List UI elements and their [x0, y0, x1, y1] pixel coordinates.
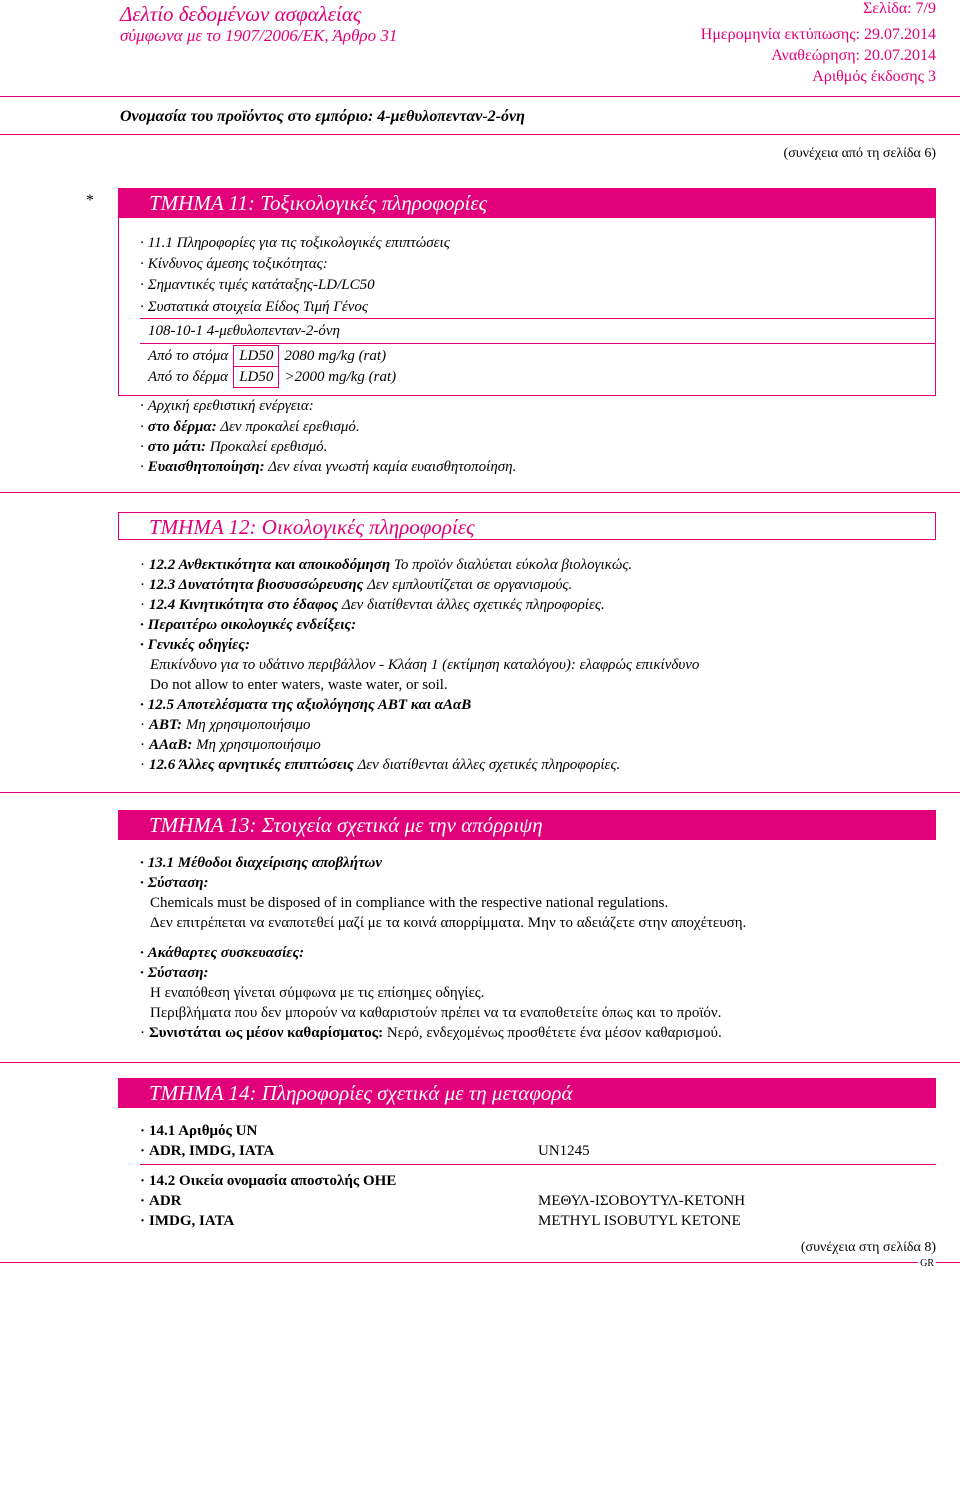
- s14-line-5-label: · IMDG, IATA: [140, 1213, 235, 1229]
- s12-line-8: · 12.5 Αποτελέσματα της αξιολόγησης ΑΒΤ και αΑαΒ: [140, 697, 472, 713]
- s11-table-rule-bottom: [140, 395, 936, 396]
- s12-line-11: · 12.6 Άλλες αρνητικές επιπτώσεις Δεν διατίθενται άλλες σχετικές πληροφορίες.: [140, 757, 621, 773]
- s12-line-10: · ΑΑαΒ: Μη χρησιμοποιήσιμο: [140, 737, 321, 753]
- table-row: [148, 367, 401, 388]
- s11-sensitisation: · Ευαισθητοποίηση: Δεν είναι γνωστή καμία ευαισθητοποίηση.: [140, 459, 517, 475]
- s14-line-4-value: ΜΕΘΥΛ-ΙΣΟΒΟΥΤΥΛ-ΚΕΤΟΝΗ: [538, 1193, 746, 1209]
- section-13-title: ΤΜΗΜΑ 13: Στοιχεία σχετικά με την απόρριψη: [149, 813, 543, 837]
- page-number: Σελίδα: 7/9: [863, 0, 936, 17]
- s14-line-3: · 14.2 Οικεία ονομασία αποστολής ΟΗΕ: [140, 1173, 397, 1189]
- s11-table-rule-top: [140, 318, 936, 319]
- ld-value: 2080 mg/kg (rat): [279, 346, 401, 367]
- print-date: Ημερομηνία εκτύπωσης: 29.07.2014: [700, 26, 936, 43]
- s13-line-1: · 13.1 Μέθοδοι διαχείρισης αποβλήτων: [140, 855, 383, 871]
- section-12-title: ΤΜΗΜΑ 12: Οικολογικές πληροφορίες: [149, 515, 475, 539]
- continued-to: (συνέχεια στη σελίδα 8): [800, 1240, 936, 1255]
- s14-line-2-value: UN1245: [538, 1143, 590, 1159]
- s12-line-5: · Γενικές οδηγίες:: [140, 637, 250, 653]
- s11-line-1: · 11.1 Πληροφορίες για τις τοξικολογικές επιπτώσεις: [140, 235, 450, 251]
- section-12-top-rule: [0, 492, 960, 493]
- section-12-header: [118, 512, 936, 540]
- s14-line-1: · 14.1 Αριθμός UN: [140, 1123, 258, 1139]
- ld50-table: [148, 345, 401, 388]
- s13-line-8: Περιβλήματα που δεν μπορούν να καθαριστούν πρέπει να τα εναποθετείτε όπως και το προϊόν.: [150, 1005, 722, 1021]
- s12-line-9: · ΑΒΤ: Μη χρησιμοποιήσιμο: [140, 717, 311, 733]
- section-13-header: [118, 810, 936, 840]
- product-divider: [0, 134, 960, 135]
- version-number: Αριθμός έκδοσης 3: [812, 68, 936, 85]
- s13-line-3: Chemicals must be disposed of in compliance with the respective national regulations.: [150, 895, 669, 911]
- regulation-subtitle: σύμφωνα με το 1907/2006/ΕΚ, Άρθρο 31: [120, 26, 398, 45]
- s12-line-1: · 12.2 Ανθεκτικότητα και αποικοδόμηση Το προϊόν διαλύεται εύκολα βιολογικώς.: [140, 557, 633, 573]
- revision-star: *: [86, 192, 94, 209]
- s12-line-3: · 12.4 Κινητικότητα στο έδαφος Δεν διατίθενται άλλες σχετικές πληροφορίες.: [140, 597, 605, 613]
- ld-value: >2000 mg/kg (rat): [279, 367, 401, 388]
- s14-line-5-value: METHYL ISOBUTYL KETONE: [538, 1213, 741, 1229]
- s13-line-7: Η εναπόθεση γίνεται σύμφωνα με τις επίσημες οδηγίες.: [150, 985, 485, 1001]
- country-code: GR: [920, 1258, 934, 1269]
- section-14-header: [118, 1078, 936, 1108]
- s12-line-4: · Περαιτέρω οικολογικές ενδείξεις:: [140, 617, 357, 633]
- footer-rule: [0, 1262, 960, 1263]
- table-row: [148, 346, 401, 367]
- s14-divider: [140, 1164, 936, 1165]
- s14-line-4-label: · ADR: [140, 1193, 182, 1209]
- revision-date: Αναθεώρηση: 20.07.2014: [771, 47, 936, 64]
- section-13-top-rule: [0, 792, 960, 793]
- s11-table-rule-mid: [140, 343, 936, 344]
- section-14-top-rule: [0, 1062, 960, 1063]
- s13-line-2: · Σύσταση:: [140, 875, 209, 891]
- document-title: Δελτίο δεδομένων ασφαλείας: [120, 2, 362, 26]
- s13-line-6: · Σύσταση:: [140, 965, 209, 981]
- ld-route: Από το δέρμα: [148, 367, 234, 388]
- s11-line-3: · Σημαντικές τιμές κατάταξης-LD/LC50: [140, 277, 375, 293]
- s11-eye: · στο μάτι: Προκαλεί ερεθισμό.: [140, 439, 328, 455]
- s11-line-4: · Συστατικά στοιχεία Είδος Τιμή Γένος: [140, 299, 369, 315]
- continued-from: (συνέχεια από τη σελίδα 6): [783, 146, 936, 161]
- product-name: Ονομασία του προϊόντος στο εμπόριο: 4-μεθυλοπενταν-2-όνη: [120, 108, 525, 125]
- ld-type: LD50: [234, 367, 279, 388]
- s11-line-2: · Κίνδυνος άμεσης τοξικότητας:: [140, 256, 328, 272]
- s14-line-2-label: · ADR, IMDG, IATA: [140, 1143, 275, 1159]
- section-11-title: ΤΜΗΜΑ 11: Τοξικολογικές πληροφορίες: [149, 191, 488, 215]
- ld-route: Από το στόμα: [148, 346, 234, 367]
- s11-skin: · στο δέρμα: Δεν προκαλεί ερεθισμό.: [140, 419, 360, 435]
- s13-line-9: · Συνιστάται ως μέσον καθαρίσματος: Νερό, ενδεχομένως προσθέτετε ένα μέσον καθαρισμού.: [140, 1025, 722, 1041]
- s12-line-7: Do not allow to enter waters, waste water, or soil.: [150, 677, 448, 693]
- section-11-header: [118, 188, 936, 218]
- s11-irritation: · Αρχική ερεθιστική ενέργεια:: [140, 398, 314, 414]
- s13-line-4: Δεν επιτρέπεται να εναποτεθεί μαζί με τα κοινά απορρίμματα. Μην το αδειάζετε στην αποχέτευση.: [150, 915, 747, 931]
- s13-line-5: · Ακάθαρτες συσκευασίες:: [140, 945, 305, 961]
- s11-cas-line: 108-10-1 4-μεθυλοπενταν-2-όνη: [148, 323, 340, 339]
- header-divider: [0, 96, 960, 97]
- s12-line-6: Επικίνδυνο για το υδάτινο περιβάλλον - Κλάση 1 (εκτίμηση καταλόγου): ελαφρώς επικίνδυνο: [150, 657, 700, 673]
- section-14-title: ΤΜΗΜΑ 14: Πληροφορίες σχετικά με τη μεταφορά: [149, 1081, 573, 1105]
- s12-line-2: · 12.3 Δυνατότητα βιοσυσσώρευσης Δεν εμπλουτίζεται σε οργανισμούς.: [140, 577, 573, 593]
- ld-type: LD50: [234, 346, 279, 367]
